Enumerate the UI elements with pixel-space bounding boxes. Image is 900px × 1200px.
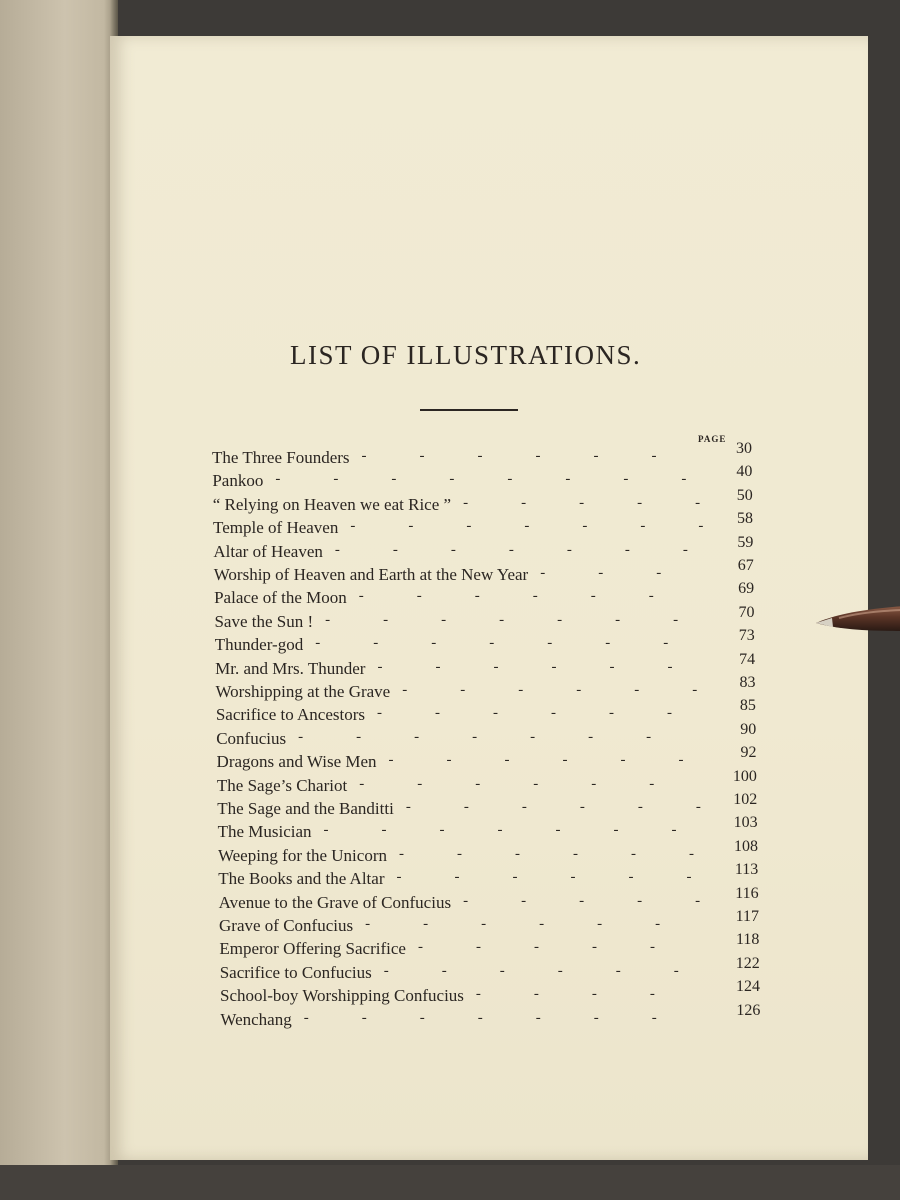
toc-entry-label: Confucius [216,728,287,748]
toc-entry-page: 74 [739,650,756,668]
leader-dash: - [361,448,367,464]
leader-dash: - [609,658,615,675]
table-surface [0,1165,900,1200]
toc-entry-label: Wenchang [220,1009,292,1029]
toc-entry [213,557,754,589]
leader-dash: - [582,518,588,535]
leader-dash: - [521,494,527,511]
leader-dash: - [383,611,389,628]
leader-dash: - [493,705,499,722]
toc-entry-label: Grave of Confucius [219,916,354,935]
toc-entry [217,814,758,846]
leader-dash: - [673,962,679,979]
leader-dash: - [651,1009,657,1026]
leader-dash: - [623,471,629,488]
toc-entry-page: 92 [740,744,757,762]
toc-entry-page: 118 [735,931,760,949]
leader-dash: - [398,845,404,862]
toc-entry-page: 70 [738,603,755,621]
page-title: LIST OF ILLUSTRATIONS. [290,340,642,370]
toc-entry-page: 126 [736,1001,761,1019]
toc-entry-page: 102 [733,791,758,808]
leader-dash: - [570,869,576,886]
page-column-heading: PAGE [698,434,727,444]
leader-dash: - [373,635,379,652]
leader-dash: - [591,775,597,792]
leader-dash: - [358,588,364,605]
leader-dash: - [450,541,456,558]
leader-dash: - [605,635,611,652]
leader-dash: - [620,752,626,769]
leader-dash: - [681,471,687,488]
leader-dash: - [678,752,684,769]
leader-dash: - [663,635,669,652]
toc-entry-page: 59 [737,533,754,551]
toc-entry-label: Worshipping at the Grave [215,682,391,701]
leader-dash: - [539,916,545,932]
leader-dash: - [651,448,657,464]
toc-entry-label: Temple of Heaven [213,518,339,538]
toc-entry-page: 90 [740,720,757,738]
leader-dash: - [551,658,557,675]
leader-dash: - [667,705,673,722]
toc-entry [218,884,759,917]
toc-entry [214,627,755,659]
leader-dash: - [637,799,643,815]
leader-dash: - [405,799,411,815]
leader-dash: - [686,869,692,886]
leader-dash: - [463,892,469,909]
title-divider [420,409,518,411]
leader-dash: - [634,682,640,698]
leader-dash: - [565,471,571,488]
leader-dash: - [533,986,539,1003]
toc-entry-label: Worship of Heaven and Earth at the New Year [213,565,529,584]
leader-dash: - [588,728,594,745]
toc-entry-page: 67 [737,557,754,574]
leader-dash: - [579,892,585,909]
toc-entry-label: School-boy Worshipping Confucius [220,986,464,1006]
leader-dash: - [435,658,441,675]
toc-entry-label: The Sage and the Banditti [217,799,394,818]
leader-dash: - [533,939,539,956]
toc-entry-label: The Books and the Altar [218,869,385,889]
leader-dash: - [649,775,655,792]
leader-dash: - [551,705,557,722]
leader-dash: - [628,869,634,886]
leader-dash: - [463,494,469,511]
leader-dash: - [414,728,420,745]
leader-dash: - [646,728,652,745]
leader-dash: - [472,728,478,745]
leader-dash: - [630,845,636,862]
leader-dash: - [365,916,371,932]
toc-entry-label: Palace of the Moon [214,588,347,608]
leader-dash: - [323,822,329,839]
leader-dash: - [416,588,422,605]
leader-dash: - [615,611,621,628]
leader-dash: - [692,682,698,698]
toc-entry-label: “ Relying on Heaven we eat Rice ” [212,494,452,514]
toc-entry-label: Mr. and Mrs. Thunder [215,658,366,678]
toc-entry-page: 116 [735,884,759,902]
toc-entry-page: 30 [736,440,752,457]
leader-dash: - [481,916,487,932]
leader-dash: - [637,892,643,909]
leader-dash: - [591,939,597,956]
leader-dash: - [477,1009,483,1026]
leader-dash: - [671,822,677,839]
leader-dash: - [579,799,585,815]
toc-entry-page: 58 [737,510,754,528]
leader-dash: - [535,448,541,464]
leader-dash: - [334,541,340,558]
leader-dash: - [298,728,304,745]
leader-dash: - [682,541,688,558]
leader-dash: - [474,588,480,605]
leader-dash: - [377,705,383,722]
leader-dash: - [350,518,356,535]
toc-entry-page: 122 [735,954,760,972]
leader-dash: - [333,471,339,488]
leader-dash: - [356,728,362,745]
leader-dash: - [466,518,472,535]
toc-entry [216,767,757,800]
leader-dash: - [446,752,452,769]
toc-entry [215,697,756,729]
leader-dash: - [656,565,662,581]
toc-entry-label: Altar of Heaven [213,541,323,561]
leader-dash: - [576,682,582,698]
leader-dash: - [381,822,387,839]
leader-dash: - [417,939,423,956]
leader-dash: - [514,845,520,862]
toc-entry-page: 83 [739,674,756,691]
leader-dash: - [698,518,704,535]
toc-entry-label: Dragons and Wise Men [216,752,377,772]
leader-dash: - [475,986,481,1003]
toc-entry-label: The Musician [217,822,312,842]
leader-dash: - [593,448,599,464]
toc-entry-page: 124 [736,978,761,996]
leader-dash: - [419,448,425,464]
leader-dash: - [275,471,281,488]
leader-dash: - [655,916,661,932]
toc-entry [212,440,752,472]
toc-entry-page: 85 [739,697,756,715]
leader-dash: - [431,635,437,652]
pen-icon [814,600,900,642]
leader-dash: - [566,541,572,558]
leader-dash: - [325,611,331,628]
toc-entry-label: The Three Founders [212,448,350,467]
leader-dash: - [499,611,505,628]
leader-dash: - [391,471,397,488]
toc-entry-page: 50 [736,486,753,504]
toc-entry-page: 108 [733,837,758,855]
leader-dash: - [624,541,630,558]
leader-dash: - [439,822,445,839]
leader-dash: - [591,986,597,1003]
leader-dash: - [463,799,469,815]
leader-dash: - [423,916,429,932]
leader-dash: - [392,541,398,558]
leader-dash: - [396,869,402,886]
leader-dash: - [408,518,414,535]
leader-dash: - [359,775,365,792]
leader-dash: - [557,611,563,628]
leader-dash: - [598,565,604,581]
leader-dash: - [530,728,536,745]
leader-dash: - [504,752,510,769]
toc-entry-label: Thunder-god [214,635,304,655]
toc-entry [215,674,756,706]
leader-dash: - [590,588,596,605]
leader-dash: - [615,962,621,979]
toc-entry [220,1001,761,1034]
toc-entry-page: 69 [738,580,755,598]
leader-dash: - [593,1009,599,1026]
leader-dash: - [640,518,646,535]
leader-dash: - [695,494,701,511]
leader-dash: - [579,494,585,511]
leader-dash: - [303,1009,309,1026]
leader-dash: - [673,611,679,628]
toc-entry-page: 103 [733,814,758,832]
leader-dash: - [361,1009,367,1026]
leader-dash: - [555,822,561,839]
leader-dash: - [535,1009,541,1026]
toc-entry [216,744,757,776]
leader-dash: - [649,939,655,956]
leader-dash: - [419,1009,425,1026]
leader-dash: - [547,635,553,652]
toc-entry-page: 40 [736,463,753,481]
leader-dash: - [695,799,701,815]
leader-dash: - [521,892,527,909]
leader-dash: - [477,448,483,464]
toc-entry-page: 117 [735,908,759,925]
leader-dash: - [499,962,505,979]
leader-dash: - [449,471,455,488]
leader-dash: - [475,939,481,956]
leader-dash: - [508,541,514,558]
left-page-edge [0,0,118,1200]
leader-dash: - [383,962,389,979]
leader-dash: - [597,916,603,932]
leader-dash: - [377,658,383,675]
leader-dash: - [524,518,530,535]
toc-entry-page: 113 [734,861,759,879]
leader-dash: - [441,611,447,628]
toc-entry-label: Pankoo [212,471,264,491]
leader-dash: - [667,658,673,675]
toc-entry [219,954,760,987]
toc-entry [219,908,759,940]
leader-dash: - [441,962,447,979]
toc-entry-page: 73 [738,627,755,645]
toc-entry-label: Save the Sun ! [214,611,314,631]
leader-dash: - [540,565,546,581]
leader-dash: - [637,494,643,511]
leader-dash: - [562,752,568,769]
leader-dash: - [695,892,701,909]
toc-entry [217,837,758,870]
toc-entry-label: The Sage’s Chariot [216,775,348,795]
leader-dash: - [609,705,615,722]
toc-entry-label: Emperor Offering Sacrifice [219,939,406,959]
leader-dash: - [572,845,578,862]
toc-entry-page: 100 [732,767,757,785]
leader-dash: - [521,799,527,815]
toc-entry-label: Sacrifice to Ancestors [215,705,366,725]
leader-dash: - [489,635,495,652]
toc-entry-label: Weeping for the Unicorn [217,845,387,865]
leader-dash: - [507,471,513,488]
toc-entry-label: Sacrifice to Confucius [219,962,372,982]
leader-dash: - [557,962,563,979]
leader-dash: - [435,705,441,722]
leader-dash: - [688,845,694,862]
toc-entry-label: Avenue to the Grave of Confucius [218,892,452,912]
leader-dash: - [512,869,518,886]
leader-dash: - [402,682,408,698]
leader-dash: - [533,775,539,792]
leader-dash: - [613,822,619,839]
leader-dash: - [460,682,466,698]
leader-dash: - [518,682,524,698]
leader-dash: - [456,845,462,862]
leader-dash: - [532,588,538,605]
leader-dash: - [417,775,423,792]
leader-dash: - [493,658,499,675]
leader-dash: - [649,986,655,1003]
leader-dash: - [315,635,321,652]
leader-dash: - [388,752,394,769]
leader-dash: - [497,822,503,839]
leader-dash: - [454,869,460,886]
toc-entry [212,486,753,519]
leader-dash: - [475,775,481,792]
leader-dash: - [648,588,654,605]
